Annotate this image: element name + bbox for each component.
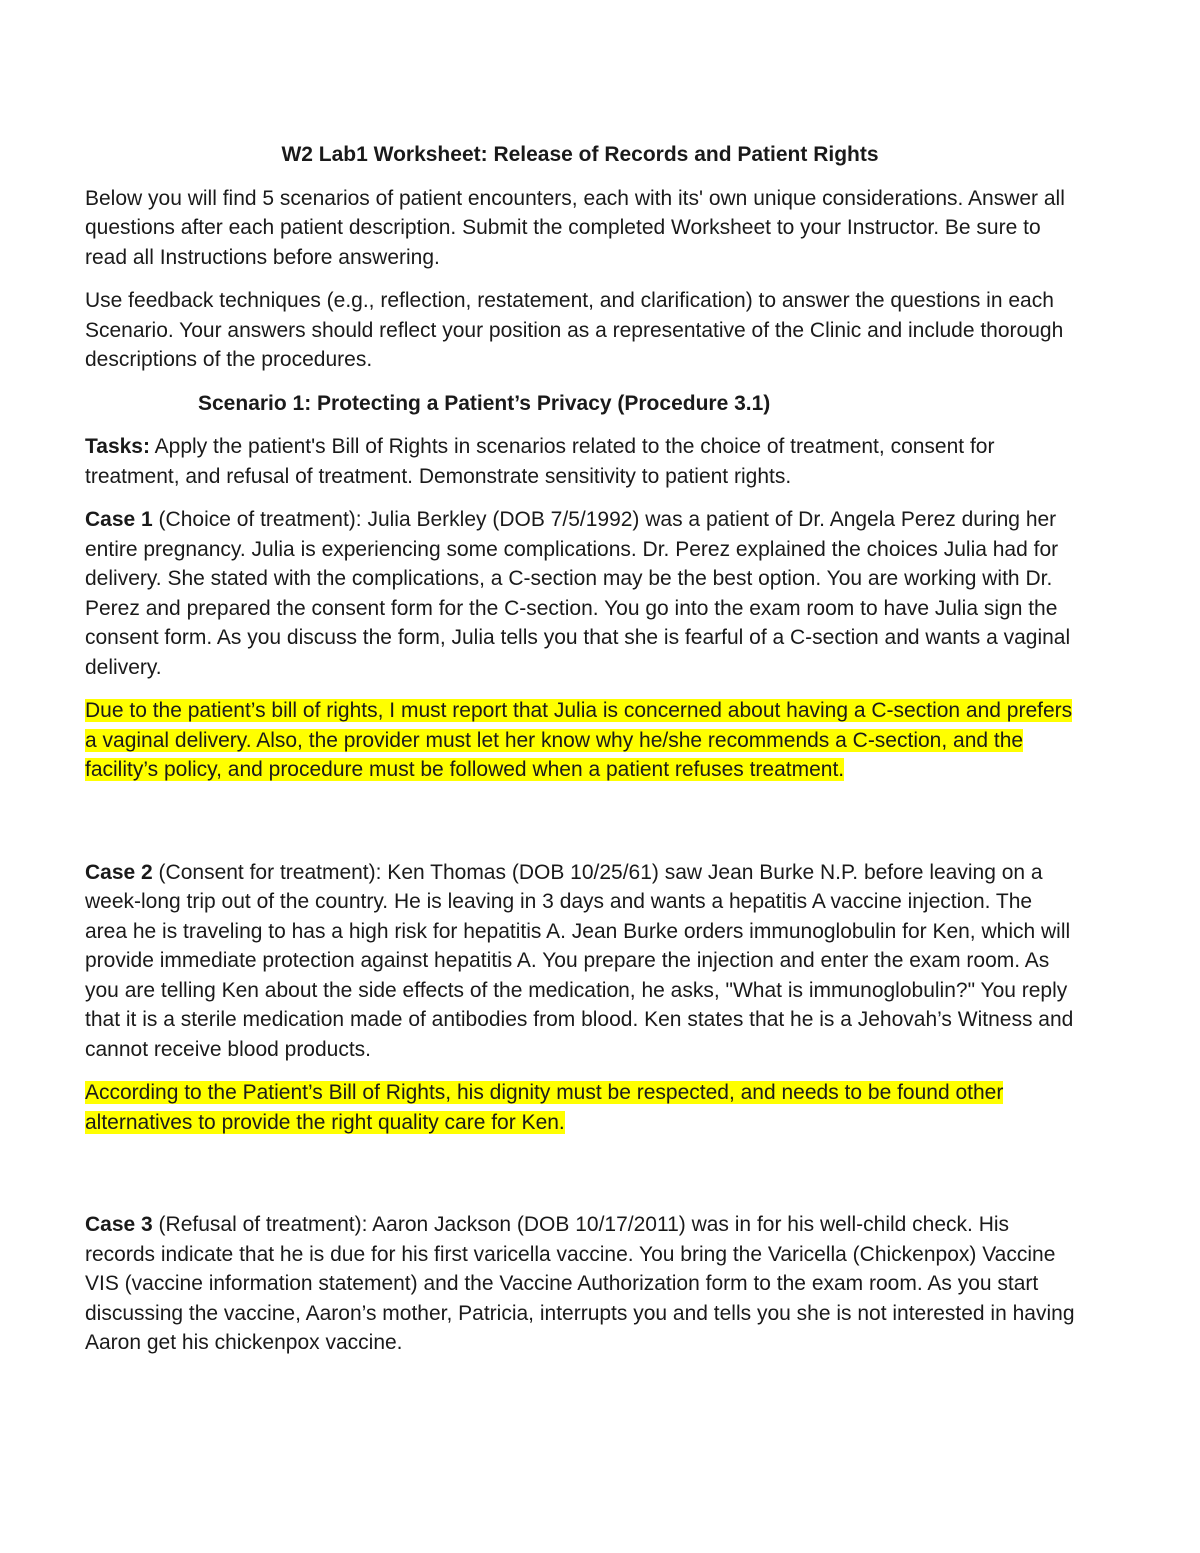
case-2-text: (Consent for treatment): Ken Thomas (DOB 10/25/61) saw Jean Burke N.P. before leaving on a week-long trip out of the country. He is leaving in 3 days and wants a hepatitis A vaccine injection. The area he is traveling to has a high risk for hepatitis A. Jean Burke orders immunoglobulin for Ken, which will provide immediate protection against hepatitis A. You prepare the injection and enter the exam room. As you are telling Ken about the side effects of the medication, he asks, "What is immunoglobulin?" You reply that it is a sterile medication made of antibodies from blood. Ken states that he is a Jehovah’s Witness and cannot receive blood products. xyxy=(85,860,1074,1061)
case-2-paragraph xyxy=(85,858,1075,1065)
intro-paragraph-2: Use feedback techniques (e.g., reflection, restatement, and clarification) to answer the questions in each Scenario. Your answers should reflect your position as a representative of the Clinic and include thorough descriptions of the procedures. xyxy=(85,289,1064,371)
case-1-answer-text: Due to the patient’s bill of rights, I must report that Julia is concerned about having a C-section and prefers a vaginal delivery. Also, the provider must let her know why he/she recommends a C-section, and the facility’s policy, and procedure must be followed when a patient refuses treatment. xyxy=(85,699,1073,781)
case-2-answer-text: According to the Patient’s Bill of Rights, his dignity must be respected, and needs to be found other alternatives to provide the right quality care for Ken. xyxy=(85,1081,1004,1134)
document-title: W2 Lab1 Worksheet: Release of Records and Patient Rights xyxy=(281,143,879,166)
case-2-answer xyxy=(85,1078,1075,1137)
case-1-answer xyxy=(85,696,1075,785)
tasks-paragraph xyxy=(85,432,1075,491)
case-3-text: (Refusal of treatment): Aaron Jackson (DOB 10/17/2011) was in for his well-child check. His records indicate that he is due for his first varicella vaccine. You bring the Varicella (Chickenpox) Vaccine VIS (vaccine information statement) and the Vaccine Authorization form to the exam room. As you start discussing the vaccine, Aaron’s mother, Patricia, interrupts you and tells you she is not interested in having Aaron get his chickenpox vaccine. xyxy=(85,1213,1075,1354)
case-3-paragraph xyxy=(85,1210,1075,1358)
case-1-paragraph xyxy=(85,505,1075,682)
case-3-label: Case 3 xyxy=(85,1213,153,1236)
intro-paragraph-1: Below you will find 5 scenarios of patient encounters, each with its' own unique considerations. Answer all questions after each patient description. Submit the completed Worksheet to your Instructor. Be sure to read all Instructions before answering. xyxy=(85,186,1065,269)
tasks-text: Apply the patient's Bill of Rights in scenarios related to the choice of treatment, consent for treatment, and refusal of treatment. Demonstrate sensitivity to patient rights. xyxy=(85,435,995,488)
document-page xyxy=(85,140,1075,1372)
case-2-label: Case 2 xyxy=(85,860,153,884)
tasks-label: Tasks: xyxy=(85,435,150,458)
case-1-text: (Choice of treatment): Julia Berkley (DOB 7/5/1992) was a patient of Dr. Angela Perez during her entire pregnancy. Julia is experiencing some complications. Dr. Perez explained the choices Julia had for delivery. She stated with the complications, a C-section may be the best option. You are working with Dr. Perez and prepared the consent form for the C-section. You go into the exam room to have Julia sign the consent form. As you discuss the form, Julia tells you that she is fearful of a C-section and wants a vaginal delivery. xyxy=(85,508,1071,679)
case-1-label: Case 1 xyxy=(85,508,153,531)
scenario-1-heading: Scenario 1: Protecting a Patient’s Privacy (Procedure 3.1) xyxy=(198,391,771,415)
